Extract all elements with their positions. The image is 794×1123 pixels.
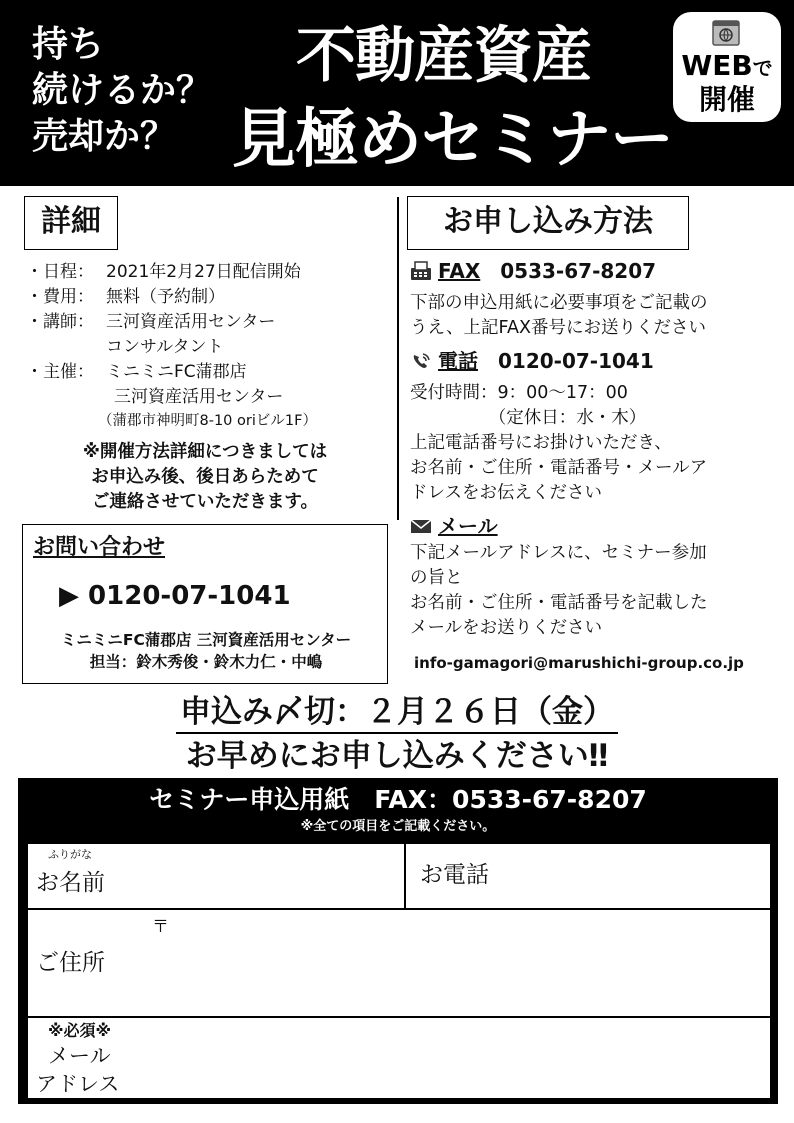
mail-desc: 下記メールアドレスに、セミナー参加 <box>410 543 707 563</box>
zip-mark: 〒 <box>152 917 169 937</box>
phone-field[interactable] <box>406 844 770 908</box>
detail-row-fee: ・費用： 無料（予約制） <box>26 287 225 307</box>
phone-desc: ドレスをお伝えください <box>410 483 602 503</box>
deadline-call: お早めにお申し込みください‼ <box>185 738 609 774</box>
host-line2: 三河資産活用センター <box>114 387 284 407</box>
header-tagline <box>32 22 212 160</box>
phone-desc: 上記電話番号にお掛けいただき、 <box>410 433 672 453</box>
contact-org: ミニミニFC蒲郡店 三河資産活用センター <box>60 631 352 649</box>
fax-desc: うえ、上記FAX番号にお送りください <box>410 318 706 338</box>
mail-address[interactable]: info-gamagori@marushichi-group.co.jp <box>414 654 744 672</box>
name-ruby: ふりがな <box>48 848 92 861</box>
notice-text: ※開催方法詳細につきましては お申込み後、後日あらためて ご連絡させていただきます。 <box>82 442 328 512</box>
phone-label: 電話 <box>438 349 478 373</box>
name-field[interactable] <box>28 844 404 908</box>
email-field[interactable] <box>28 1018 770 1098</box>
mail-desc: メールをお送りください <box>410 618 603 638</box>
email-label-line2: アドレス <box>36 1072 120 1096</box>
host-address: （蒲郡市神明町8-10 oriビル1F） <box>98 413 317 429</box>
phone-number[interactable]: 0120-07-1041 <box>498 349 654 373</box>
fax-desc: 下部の申込用紙に必要事項をご記載の <box>410 293 708 313</box>
main-title-line1: 不動産資産 <box>296 21 591 91</box>
fax-number[interactable]: 0533-67-8207 <box>500 259 657 283</box>
deadline-section <box>0 690 794 778</box>
details-heading: 詳細 <box>24 196 118 250</box>
phone-method <box>410 346 785 376</box>
mail-label: メール <box>438 514 498 538</box>
phone-desc: （定休日：水・木） <box>410 408 647 428</box>
column-divider <box>397 197 399 520</box>
header-banner <box>0 0 794 186</box>
web-badge <box>673 12 781 122</box>
mail-method <box>410 511 785 541</box>
lecturer-line2: コンサルタント <box>106 337 224 357</box>
contact-staff: 担当：鈴木秀俊・鈴木力仁・中嶋 <box>89 653 323 671</box>
form-subtitle: ※全ての項目をご記載ください。 <box>300 819 496 834</box>
detail-row-host: ・主催： ミニミニFC蒲郡店 <box>26 362 247 382</box>
badge-line2: 開催 <box>698 83 755 116</box>
mail-desc: の旨と <box>410 568 463 588</box>
mail-desc: お名前・ご住所・電話番号を記載した <box>410 593 708 613</box>
contact-box <box>22 524 388 684</box>
details-list <box>26 260 388 432</box>
fax-method <box>410 256 785 286</box>
main-title-line2: 見極めセミナー <box>232 103 673 177</box>
address-field[interactable] <box>28 910 770 1016</box>
apply-heading: お申し込み方法 <box>407 196 689 250</box>
detail-row-date: ・日程： 2021年2月27日配信開始 <box>26 262 301 282</box>
phone-desc: お名前・ご住所・電話番号・メールア <box>410 458 708 478</box>
contact-phone[interactable]: ▶ 0120-07-1041 <box>59 581 291 611</box>
form-title: セミナー申込用紙 FAX：0533-67-8207 <box>149 785 647 814</box>
phone-icon <box>410 351 432 371</box>
deadline-date: 申込み〆切：２月２６日（金） <box>176 692 618 734</box>
phone-field-label: お電話 <box>420 862 489 888</box>
browser-globe-icon <box>711 18 741 48</box>
mail-icon <box>410 516 432 536</box>
contact-heading: お問い合わせ <box>33 535 166 560</box>
tagline-line: 売却か？ <box>32 116 177 157</box>
detail-row-lecturer: ・講師： 三河資産活用センター <box>26 312 276 332</box>
tagline-line: 持ち <box>32 24 105 65</box>
apply-methods <box>410 256 785 676</box>
badge-line1: WEBで <box>681 49 773 82</box>
tagline-line: 続けるか？ <box>32 70 213 111</box>
name-label: お名前 <box>36 870 105 896</box>
fax-icon <box>410 261 432 281</box>
fax-label: FAX <box>438 259 481 283</box>
email-label-line1: メール <box>48 1044 111 1068</box>
address-label: ご住所 <box>36 950 105 976</box>
phone-desc: 受付時間：9：00～17：00 <box>410 383 628 403</box>
application-form <box>18 778 778 1104</box>
required-mark: ※必須※ <box>48 1021 112 1040</box>
